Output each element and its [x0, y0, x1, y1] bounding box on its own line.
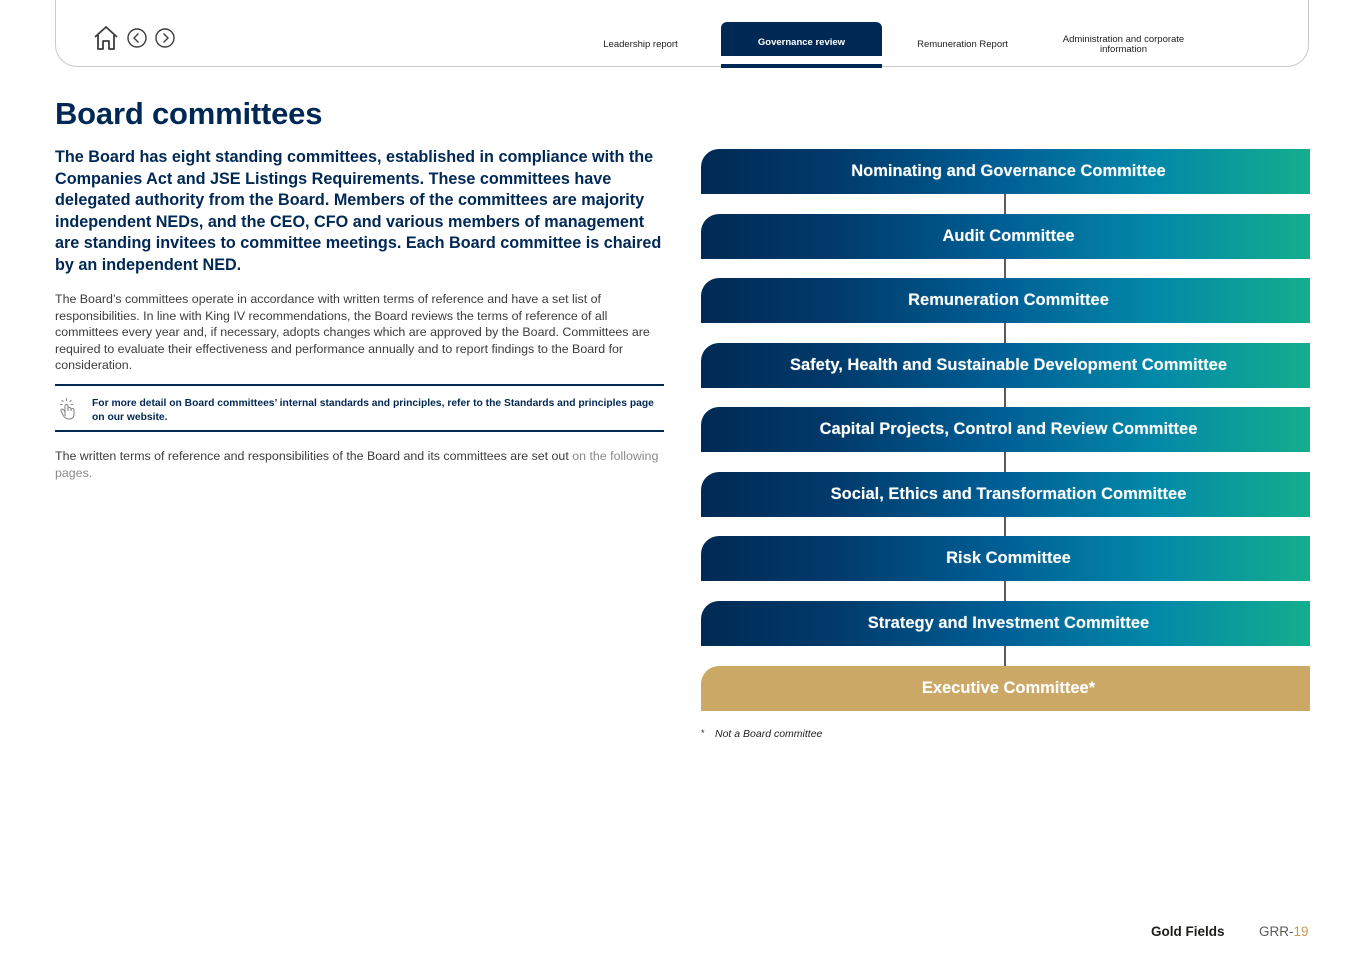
connector-line: [1004, 517, 1006, 537]
footnote-marker: *: [701, 728, 705, 738]
page-title: Board committees: [55, 96, 323, 131]
callout-text[interactable]: For more detail on Board committees’ internal standards and principles, refer to the Standards and principles page on our website.: [92, 398, 654, 423]
connector-line: [1004, 581, 1006, 601]
connector-line: [1004, 646, 1006, 666]
committee-strategy-investment: Strategy and Investment Committee: [701, 601, 1310, 646]
committee-capital-projects: Capital Projects, Control and Review Committee: [701, 407, 1310, 452]
tab-administration[interactable]: Administration and corporate information: [1062, 34, 1185, 55]
page-number: [1259, 924, 1309, 939]
committee-nominating-governance: Nominating and Governance Committee: [701, 149, 1310, 194]
connector-line: [1004, 323, 1006, 343]
committee-executive: Executive Committee*: [701, 666, 1310, 711]
footnote-text: Not a Board committee: [715, 728, 823, 740]
tab-governance-review[interactable]: Governance review: [721, 22, 882, 68]
body-paragraph: The Board’s committees operate in accordance with written terms of reference and have a set list of responsibilities. In line with King IV recommendations, the Board reviews the terms of reference of all committees every year and, if necessary, adopts changes which are approved by the Board. Committees are required to evaluate their effectiveness and performance annually and to report findings to the Board for consideration.: [55, 292, 650, 372]
closing-text: The written terms of reference and responsibilities of the Board and its committees are set out: [55, 449, 569, 463]
connector-line: [1004, 194, 1006, 214]
committee-structure-chart: [701, 149, 1310, 711]
tab-leadership-report[interactable]: Leadership report: [603, 39, 678, 51]
committee-risk: Risk Committee: [701, 536, 1310, 581]
pointing-hand-icon: [57, 396, 79, 425]
committee-remuneration: Remuneration Committee: [701, 278, 1310, 323]
chart-footnote: [701, 728, 822, 740]
connector-line: [1004, 259, 1006, 279]
connector-line: [1004, 452, 1006, 472]
committee-social-ethics: Social, Ethics and Transformation Committee: [701, 472, 1310, 517]
nav-icon-group: [92, 24, 176, 52]
website-callout: [55, 384, 664, 432]
committee-audit: Audit Committee: [701, 214, 1310, 259]
section-tabs: [560, 22, 1204, 68]
page-prefix: GRR-: [1259, 924, 1294, 939]
forward-arrow-icon[interactable]: [154, 27, 176, 49]
lead-paragraph: The Board has eight standing committees, established in compliance with the Companies Act and JSE Listings Requirements. These committees have delegated authority from the Board. Members of the committees are majority independent NEDs, and the CEO, CFO and various members of management are standing invitees to committee meetings. Each Board committee is chaired by an independent NED.: [55, 148, 662, 274]
closing-paragraph: [55, 448, 665, 481]
tab-remuneration-report[interactable]: Remuneration Report: [917, 39, 1008, 51]
following-pages-link[interactable]: on the following pages.: [55, 449, 659, 480]
back-arrow-icon[interactable]: [126, 27, 148, 49]
page-number-value: 19: [1293, 924, 1309, 939]
footer-brand: Gold Fields: [1151, 924, 1225, 939]
connector-line: [1004, 388, 1006, 408]
committee-safety-health-sustainable: Safety, Health and Sustainable Development Committee: [701, 343, 1310, 388]
home-icon[interactable]: [92, 24, 120, 52]
